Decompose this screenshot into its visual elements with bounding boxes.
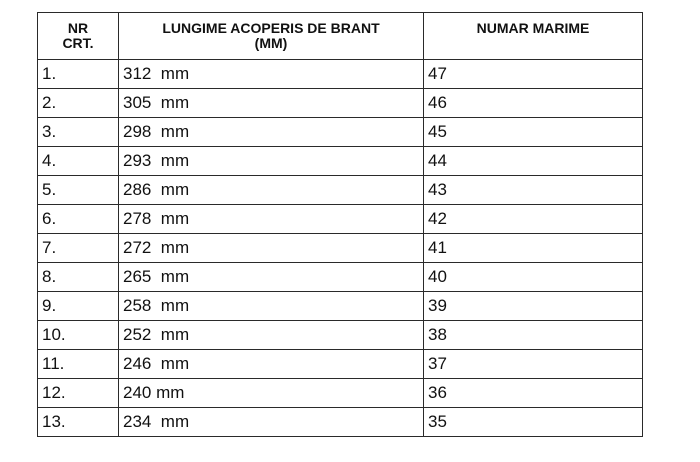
table-row <box>38 89 643 118</box>
table-row <box>38 60 643 89</box>
cell-size: 44 <box>424 147 643 176</box>
table-body <box>38 60 643 437</box>
cell-length: 258 mm <box>119 292 424 321</box>
cell-size: 39 <box>424 292 643 321</box>
cell-size: 36 <box>424 379 643 408</box>
cell-length: 298 mm <box>119 118 424 147</box>
cell-nr: 10. <box>38 321 119 350</box>
cell-nr: 8. <box>38 263 119 292</box>
cell-size: 42 <box>424 205 643 234</box>
cell-size: 41 <box>424 234 643 263</box>
cell-length: 312 mm <box>119 60 424 89</box>
header-nr-crt <box>38 13 119 60</box>
header-size-label: NUMAR MARIME <box>476 20 590 36</box>
table-row <box>38 408 643 437</box>
table-row <box>38 263 643 292</box>
cell-length: 272 mm <box>119 234 424 263</box>
table-row <box>38 118 643 147</box>
cell-length: 252 mm <box>119 321 424 350</box>
cell-nr: 6. <box>38 205 119 234</box>
cell-nr: 11. <box>38 350 119 379</box>
table-row <box>38 321 643 350</box>
table-row <box>38 205 643 234</box>
cell-length: 234 mm <box>119 408 424 437</box>
header-nr-crt-label: NR CRT. <box>62 20 94 51</box>
cell-length: 265 mm <box>119 263 424 292</box>
cell-size: 40 <box>424 263 643 292</box>
cell-size: 37 <box>424 350 643 379</box>
cell-size: 45 <box>424 118 643 147</box>
cell-length: 246 mm <box>119 350 424 379</box>
header-length-label: LUNGIME ACOPERIS DE BRANT (MM) <box>162 20 380 51</box>
table-row <box>38 350 643 379</box>
cell-length: 305 mm <box>119 89 424 118</box>
cell-nr: 12. <box>38 379 119 408</box>
table-row <box>38 234 643 263</box>
table-row <box>38 176 643 205</box>
header-length <box>119 13 424 60</box>
size-conversion-table <box>37 12 643 437</box>
cell-size: 47 <box>424 60 643 89</box>
cell-nr: 5. <box>38 176 119 205</box>
table-row <box>38 147 643 176</box>
cell-length: 293 mm <box>119 147 424 176</box>
table-row <box>38 292 643 321</box>
cell-length: 240 mm <box>119 379 424 408</box>
cell-nr: 13. <box>38 408 119 437</box>
cell-size: 35 <box>424 408 643 437</box>
cell-nr: 2. <box>38 89 119 118</box>
table-row <box>38 379 643 408</box>
cell-nr: 3. <box>38 118 119 147</box>
cell-nr: 9. <box>38 292 119 321</box>
cell-size: 43 <box>424 176 643 205</box>
cell-nr: 7. <box>38 234 119 263</box>
cell-length: 278 mm <box>119 205 424 234</box>
cell-size: 46 <box>424 89 643 118</box>
table-header-row <box>38 13 643 60</box>
cell-nr: 1. <box>38 60 119 89</box>
cell-nr: 4. <box>38 147 119 176</box>
cell-length: 286 mm <box>119 176 424 205</box>
cell-size: 38 <box>424 321 643 350</box>
header-size <box>424 13 643 60</box>
